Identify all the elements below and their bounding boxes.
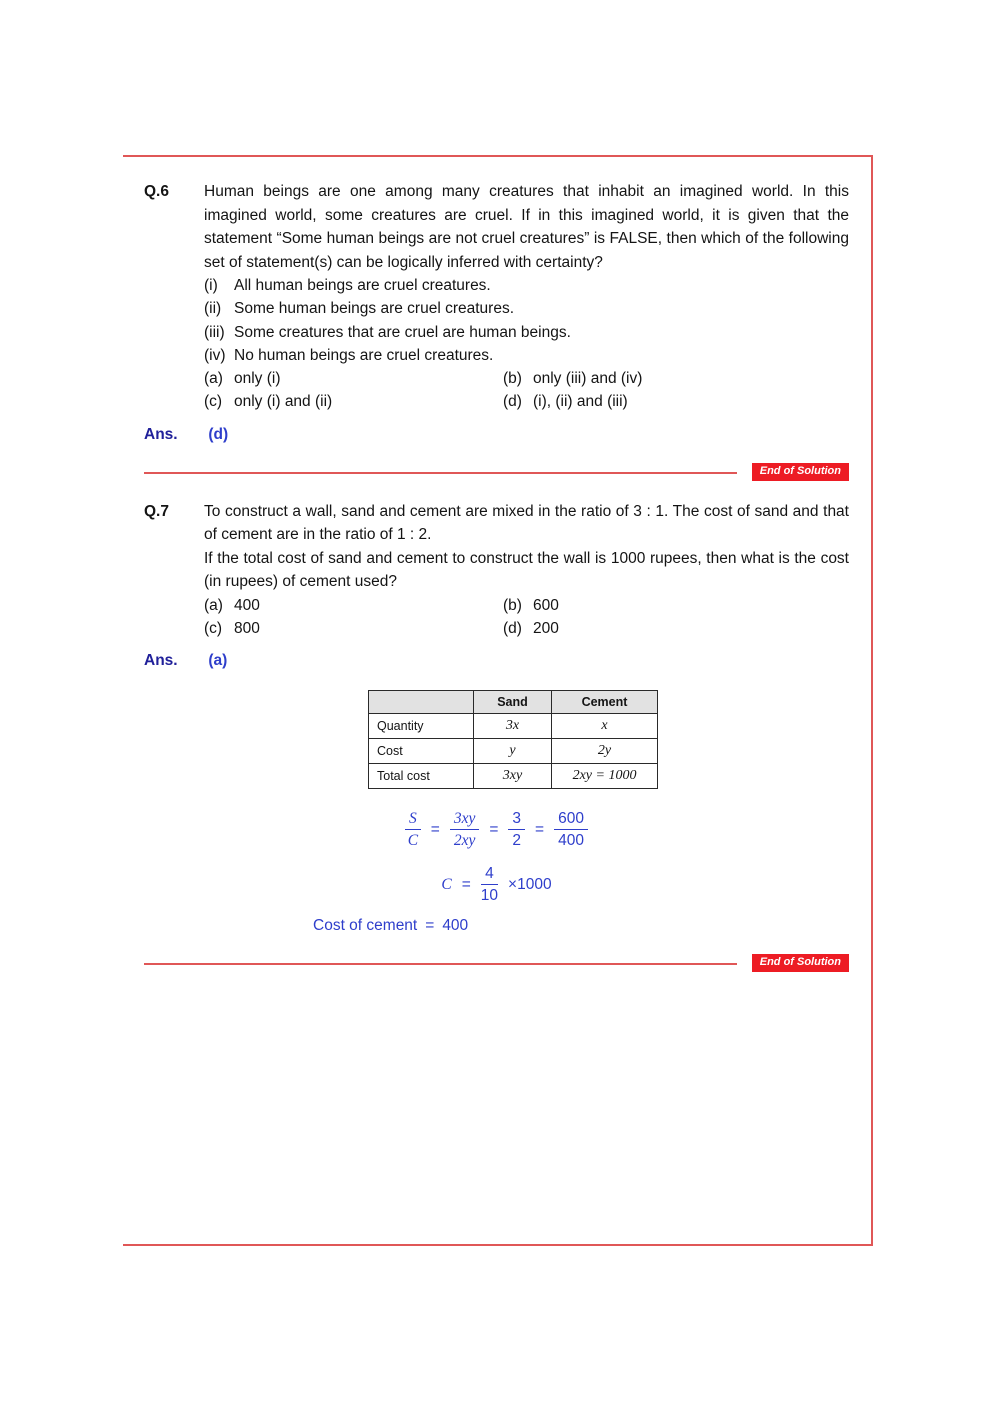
equals-sign: =	[425, 917, 435, 935]
statement-item	[204, 321, 849, 344]
fraction-denominator: 2	[512, 832, 522, 850]
fraction-denominator: C	[407, 832, 419, 850]
table-header-cement: Cement	[552, 691, 658, 714]
option-label: (c)	[204, 393, 223, 411]
variable-c: C	[441, 875, 452, 893]
option-label: (c)	[204, 620, 223, 638]
option-d	[503, 390, 849, 413]
option-text: 600	[533, 596, 559, 614]
fraction-s-over-c	[405, 809, 421, 850]
fraction-numerator: 3	[508, 809, 525, 830]
question-7-answer-row	[144, 652, 849, 670]
cell-sand-quantity: 3x	[474, 714, 552, 739]
option-label: (a)	[204, 370, 223, 388]
option-text: only (iii) and (iv)	[533, 370, 643, 388]
fraction-numerator: 4	[481, 864, 498, 885]
statement-text: All human beings are cruel creatures.	[234, 277, 491, 294]
cell-sand-total: 3xy	[474, 764, 552, 789]
question-6-block	[144, 180, 849, 444]
question-7-number: Q.7	[144, 502, 169, 520]
equals-sign: =	[489, 820, 499, 838]
answer-value: (d)	[208, 425, 229, 443]
table-header-row	[369, 691, 658, 714]
question-7-options	[204, 594, 849, 641]
cell-sand-cost: y	[474, 739, 552, 764]
answer-label: Ans.	[144, 652, 178, 670]
question-6-options	[204, 367, 849, 414]
answer-value: (a)	[208, 652, 228, 670]
end-of-solution-divider	[144, 463, 849, 482]
fraction-denominator: 400	[558, 832, 584, 850]
divider-line	[144, 963, 737, 965]
option-text: 800	[234, 620, 260, 638]
statement-item	[204, 274, 849, 297]
option-c	[204, 617, 503, 640]
option-c	[204, 390, 503, 413]
statement-item	[204, 297, 849, 320]
fraction-3xy-over-2xy	[450, 809, 480, 850]
equation-cement-cost	[144, 864, 849, 905]
row-label: Total cost	[369, 764, 474, 789]
fraction-600-over-400	[554, 809, 588, 850]
page-content	[144, 180, 849, 973]
option-label: (b)	[503, 370, 522, 388]
option-d	[503, 617, 849, 640]
result-text: Cost of cement	[313, 917, 418, 935]
equation-final-result	[313, 917, 849, 935]
end-of-solution-divider	[144, 954, 849, 973]
equals-sign: =	[461, 875, 471, 893]
question-7-block	[144, 500, 849, 936]
fraction-numerator: S	[405, 809, 421, 830]
question-6-number: Q.6	[144, 183, 169, 200]
cell-cement-cost: 2y	[552, 739, 658, 764]
question-7-text-part2: If the total cost of sand and cement to construct the wall is 1000 rupees, then what is the cost (in rupees) of cement used?	[204, 549, 849, 591]
table-row	[369, 739, 658, 764]
table-row	[369, 764, 658, 789]
table-row	[369, 714, 658, 739]
option-text: 400	[234, 596, 260, 614]
answer-label: Ans.	[144, 425, 178, 443]
fraction-3-over-2	[508, 809, 525, 850]
result-value: 400	[442, 917, 469, 935]
fraction-numerator: 600	[554, 809, 588, 830]
statement-item	[204, 344, 849, 367]
option-text: 200	[533, 620, 559, 638]
row-label: Cost	[369, 739, 474, 764]
end-of-solution-badge: End of Solution	[752, 463, 849, 481]
fraction-denominator: 10	[480, 887, 499, 905]
table-header-blank	[369, 691, 474, 714]
statement-number: (i)	[204, 277, 218, 294]
question-7-text-part1: To construct a wall, sand and cement are mixed in the ratio of 3 : 1. The cost of sand and that of cement are in the ratio of 1 : 2.	[204, 502, 849, 544]
fraction-denominator: 2xy	[453, 832, 476, 850]
question-6-statements	[204, 274, 849, 367]
row-label: Quantity	[369, 714, 474, 739]
divider-line	[144, 472, 737, 474]
statement-number: (iv)	[204, 346, 226, 364]
cell-cement-total: 2xy = 1000	[552, 764, 658, 789]
question-6-text: Human beings are one among many creatures that inhabit an imagined world. In this imagined world, some creatures are cruel. If in this imagined world, it is given that the statement “Some human beings are not cruel creatures” is FALSE, then which of the following set of statement(s) can be logically inferred with certainty?	[204, 183, 849, 271]
statement-number: (ii)	[204, 300, 222, 318]
equation-ratio	[144, 809, 849, 850]
equals-sign: =	[535, 820, 545, 838]
solution-table	[368, 690, 658, 789]
multiplier-text: ×1000	[508, 875, 552, 893]
option-a	[204, 594, 503, 617]
end-of-solution-badge: End of Solution	[752, 954, 849, 972]
statement-text: Some creatures that are cruel are human beings.	[234, 323, 571, 341]
option-label: (b)	[503, 596, 522, 614]
option-a	[204, 367, 503, 390]
equals-sign: =	[430, 820, 440, 838]
statement-text: No human beings are cruel creatures.	[234, 346, 494, 364]
option-label: (d)	[503, 393, 522, 411]
option-b	[503, 367, 849, 390]
fraction-4-over-10	[481, 864, 498, 905]
fraction-numerator: 3xy	[450, 809, 480, 830]
option-text: only (i)	[234, 370, 281, 388]
option-b	[503, 594, 849, 617]
option-text: (i), (ii) and (iii)	[533, 393, 628, 411]
option-text: only (i) and (ii)	[234, 393, 333, 411]
question-6-answer-row	[144, 426, 849, 444]
cell-cement-quantity: x	[552, 714, 658, 739]
table-header-sand: Sand	[474, 691, 552, 714]
statement-number: (iii)	[204, 323, 225, 341]
statement-text: Some human beings are cruel creatures.	[234, 300, 515, 318]
option-label: (d)	[503, 620, 522, 638]
option-label: (a)	[204, 596, 223, 614]
